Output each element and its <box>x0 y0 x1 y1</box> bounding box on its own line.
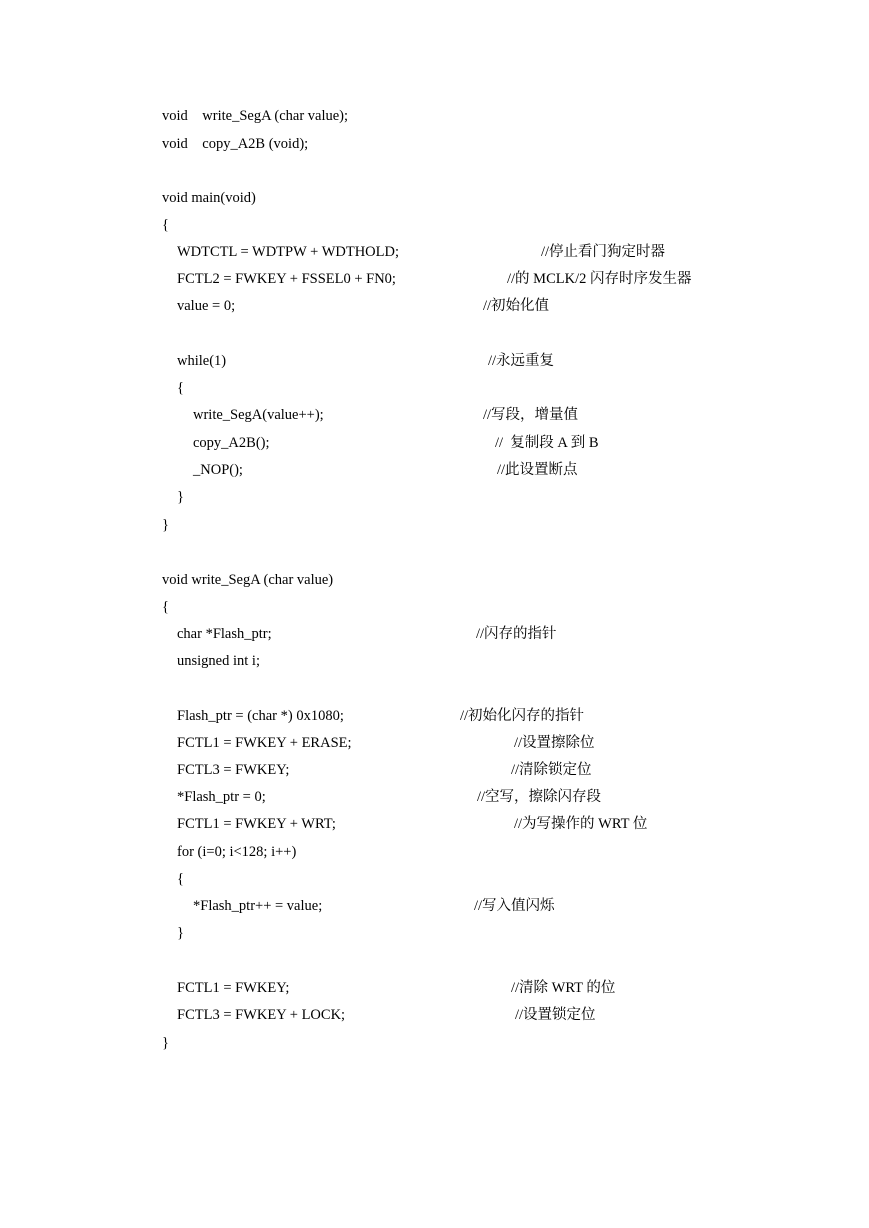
code-line <box>0 458 869 482</box>
code-line <box>0 240 869 264</box>
code-line <box>0 894 869 918</box>
code-comment: //此设置断点 <box>497 462 578 478</box>
code-text: unsigned int i; <box>177 653 260 669</box>
code-comment: //初始化值 <box>483 298 550 314</box>
code-text: } <box>162 517 169 533</box>
code-text: FCTL1 = FWKEY + WRT; <box>177 816 336 832</box>
code-line <box>0 758 869 782</box>
code-comment: //写段，增量值 <box>483 407 579 423</box>
code-text: copy_A2B(); <box>193 435 270 451</box>
code-comment: //设置擦除位 <box>514 735 595 751</box>
code-text: } <box>162 1035 169 1051</box>
code-text: } <box>177 489 184 505</box>
code-line <box>0 186 869 210</box>
code-text: void main(void) <box>162 190 256 206</box>
code-text: *Flash_ptr = 0; <box>177 789 266 805</box>
code-comment: // 复制段 A 到 B <box>495 435 599 451</box>
code-line <box>0 1003 869 1027</box>
code-line <box>0 840 869 864</box>
code-text: char *Flash_ptr; <box>177 626 272 642</box>
code-text: *Flash_ptr++ = value; <box>193 898 323 914</box>
code-text: FCTL3 = FWKEY; <box>177 762 290 778</box>
code-text: FCTL3 = FWKEY + LOCK; <box>177 1007 346 1023</box>
code-comment: //停止看门狗定时器 <box>541 244 666 260</box>
code-comment: //初始化闪存的指针 <box>460 708 585 724</box>
code-text: for (i=0; i<128; i++) <box>177 844 297 860</box>
code-line <box>0 568 869 592</box>
code-comment: //空写，擦除闪存段 <box>477 789 602 805</box>
code-line <box>0 622 869 646</box>
code-line <box>0 976 869 1000</box>
code-text: { <box>177 871 184 887</box>
code-line <box>0 431 869 455</box>
code-comment: //清除 WRT 的位 <box>511 980 616 996</box>
code-comment: //为写操作的 WRT 位 <box>514 816 648 832</box>
code-text: _NOP(); <box>193 462 243 478</box>
code-comment: //清除锁定位 <box>511 762 592 778</box>
code-text: write_SegA(value++); <box>193 407 324 423</box>
code-line <box>0 485 869 509</box>
code-line <box>0 349 869 373</box>
code-text: value = 0; <box>177 298 236 314</box>
code-line <box>0 267 869 291</box>
code-line <box>0 785 869 809</box>
code-line <box>0 1031 869 1055</box>
code-line <box>0 921 869 945</box>
code-text: FCTL1 = FWKEY + ERASE; <box>177 735 352 751</box>
code-line <box>0 294 869 318</box>
code-comment: //写入值闪烁 <box>474 898 555 914</box>
code-comment: //永远重复 <box>488 353 555 369</box>
code-text: { <box>162 217 169 233</box>
code-line <box>0 595 869 619</box>
code-line <box>0 403 869 427</box>
code-text: Flash_ptr = (char *) 0x1080; <box>177 708 344 724</box>
code-text: void write_SegA (char value); <box>162 108 349 124</box>
code-line <box>0 132 869 156</box>
code-line <box>0 513 869 537</box>
code-line <box>0 104 869 128</box>
code-comment: //闪存的指针 <box>476 626 557 642</box>
code-line <box>0 376 869 400</box>
code-text: { <box>177 380 184 396</box>
code-line <box>0 731 869 755</box>
code-text: FCTL1 = FWKEY; <box>177 980 290 996</box>
code-line <box>0 812 869 836</box>
code-comment: //设置锁定位 <box>515 1007 596 1023</box>
code-line <box>0 213 869 237</box>
code-text: { <box>162 599 169 615</box>
code-text: void copy_A2B (void); <box>162 136 309 152</box>
code-line <box>0 867 869 891</box>
code-comment: //的 MCLK/2 闪存时序发生器 <box>507 271 692 287</box>
code-text: WDTCTL = WDTPW + WDTHOLD; <box>177 244 400 260</box>
code-text: void write_SegA (char value) <box>162 572 334 588</box>
code-text: } <box>177 925 184 941</box>
code-line <box>0 704 869 728</box>
code-text: FCTL2 = FWKEY + FSSEL0 + FN0; <box>177 271 396 287</box>
code-line <box>0 649 869 673</box>
code-text: while(1) <box>177 353 227 369</box>
